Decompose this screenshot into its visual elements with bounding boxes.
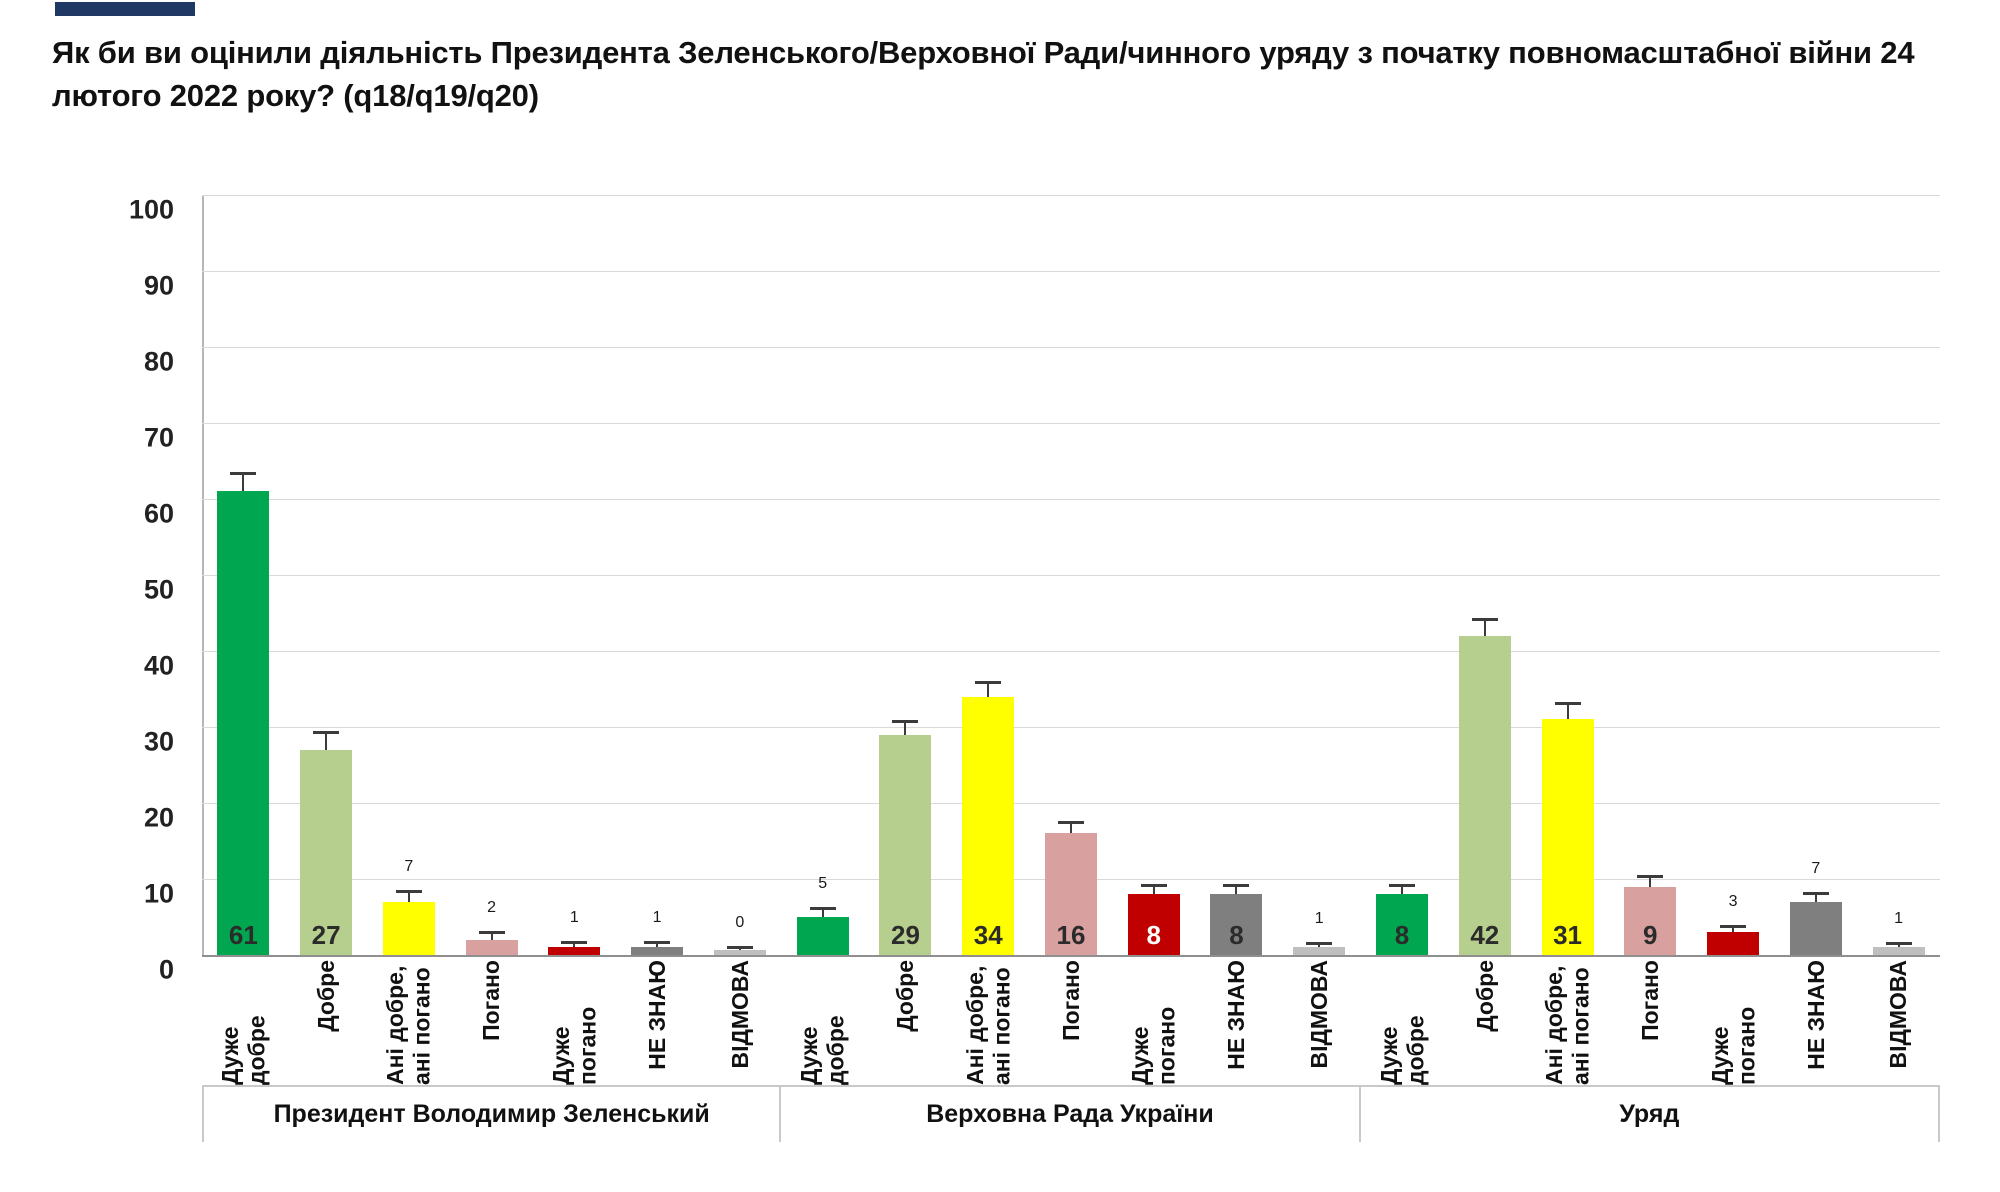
bar-slot	[1774, 195, 1857, 955]
category-tick-text: Дуже добре	[1375, 1015, 1429, 1085]
bar-value-label: 9	[1643, 920, 1658, 950]
bar-value-label: 16	[1056, 920, 1086, 950]
category-tick-text: Погано	[1637, 960, 1664, 1041]
y-axis-tick-label: 90	[143, 270, 174, 301]
y-axis	[52, 194, 192, 985]
category-tick-text: Добре	[892, 960, 919, 1032]
bar-slot	[368, 195, 451, 955]
bar-slot	[781, 195, 864, 955]
bar[interactable]	[300, 750, 352, 955]
bar[interactable]	[217, 491, 269, 955]
category-tick-label	[1195, 960, 1278, 1085]
category-tick-text: ВІДМОВА	[1885, 960, 1912, 1069]
category-tick-label	[1030, 960, 1113, 1085]
bar[interactable]	[383, 902, 435, 955]
y-axis-tick-label: 80	[143, 346, 174, 377]
category-tick-label	[450, 960, 533, 1085]
bar-value-label: 42	[1470, 920, 1500, 950]
bar-slot	[1278, 195, 1361, 955]
y-axis-tick-label: 20	[143, 802, 174, 833]
bar-value-label: 8	[1394, 920, 1410, 950]
category-tick-text: Погано	[478, 960, 505, 1041]
bar-value-label: 3	[1728, 892, 1738, 910]
bar-value-label: 5	[818, 875, 828, 893]
bar-slot	[1526, 195, 1609, 955]
y-axis-tick-label: 100	[128, 194, 174, 225]
category-tick-label	[1278, 960, 1361, 1085]
category-tick-text: Добре	[1471, 960, 1498, 1032]
category-tick-label	[1112, 960, 1195, 1085]
bar[interactable]	[714, 950, 766, 955]
bar-value-label: 0	[735, 914, 745, 932]
bar-slot	[864, 195, 947, 955]
bar-slot	[947, 195, 1030, 955]
category-tick-label	[781, 960, 864, 1085]
y-axis-tick-label: 10	[143, 878, 174, 909]
bar[interactable]	[1459, 636, 1511, 955]
category-tick-text: Дуже погано	[547, 1006, 601, 1085]
category-tick-label	[533, 960, 616, 1085]
bar-slot	[450, 195, 533, 955]
bar-slot	[202, 195, 285, 955]
bar[interactable]	[1376, 894, 1428, 955]
bar-slot	[1609, 195, 1692, 955]
y-axis-tick-label: 30	[143, 726, 174, 757]
bar-value-label: 1	[1894, 910, 1903, 928]
bar-slot	[1692, 195, 1775, 955]
bar-slot	[533, 195, 616, 955]
category-tick-label	[1443, 960, 1526, 1085]
bar[interactable]	[1045, 833, 1097, 955]
category-label-group	[1361, 960, 1940, 1085]
bar-slot	[616, 195, 699, 955]
category-tick-label	[864, 960, 947, 1085]
bar[interactable]	[1624, 887, 1676, 955]
category-tick-label	[699, 960, 782, 1085]
bar-value-label: 34	[973, 920, 1003, 950]
bar-value-label: 1	[1314, 910, 1324, 928]
category-tick-label	[202, 960, 285, 1085]
category-tick-label	[1361, 960, 1444, 1085]
chart-container	[52, 180, 1952, 1140]
category-tick-text: НЕ ЗНАЮ	[643, 960, 670, 1070]
bar[interactable]	[631, 947, 683, 955]
group-axis-label: Верховна Рада України	[781, 1087, 1360, 1142]
bar-value-label: 1	[569, 908, 579, 926]
category-label-group	[202, 960, 781, 1085]
category-tick-label	[1526, 960, 1609, 1085]
category-tick-text: Ані добре, ані погано	[961, 965, 1015, 1085]
bar[interactable]	[1790, 902, 1842, 955]
bar-value-label: 1	[652, 908, 662, 926]
bar-value-label: 7	[404, 857, 414, 875]
bar-slot	[285, 195, 368, 955]
bar-slot	[1030, 195, 1113, 955]
bar[interactable]	[1707, 932, 1759, 955]
bar-value-label: 8	[1229, 920, 1244, 950]
bar[interactable]	[962, 697, 1014, 955]
bar[interactable]	[1128, 894, 1180, 955]
plot-area	[202, 195, 1940, 955]
gridline	[202, 955, 1940, 957]
bar-slot	[1112, 195, 1195, 955]
category-tick-text: НЕ ЗНАЮ	[1802, 960, 1829, 1070]
bar-value-label: 8	[1146, 920, 1161, 950]
category-tick-label	[1774, 960, 1857, 1085]
bar-slot	[1857, 195, 1940, 955]
accent-bar	[55, 2, 195, 16]
category-tick-text: НЕ ЗНАЮ	[1223, 960, 1250, 1070]
category-tick-text: Дуже погано	[1127, 1006, 1180, 1085]
bar-slot	[1443, 195, 1526, 955]
category-label-group	[781, 960, 1360, 1085]
category-tick-label	[1609, 960, 1692, 1085]
bar-group	[1361, 195, 1940, 955]
bars-layer	[202, 195, 1940, 955]
bar[interactable]	[1873, 947, 1925, 955]
category-tick-label	[285, 960, 368, 1085]
category-tick-text: Дуже добре	[796, 1015, 849, 1085]
category-tick-label	[368, 960, 451, 1085]
bar[interactable]	[797, 917, 849, 955]
group-axis	[202, 1085, 1940, 1142]
bar-value-label: 27	[311, 920, 341, 950]
bar-slot	[1195, 195, 1278, 955]
bar-value-label: 61	[228, 920, 258, 950]
category-tick-text: Погано	[1057, 960, 1084, 1041]
bar-value-label: 29	[890, 920, 920, 950]
bar-slot	[699, 195, 782, 955]
group-axis-label: Уряд	[1361, 1087, 1940, 1142]
bar-group	[202, 195, 781, 955]
bar-group	[781, 195, 1360, 955]
y-axis-tick-label: 50	[143, 574, 174, 605]
bar[interactable]	[1542, 719, 1594, 955]
bar-value-label: 31	[1553, 920, 1582, 950]
bar-slot	[1361, 195, 1444, 955]
category-tick-text: Дуже добре	[216, 1015, 270, 1085]
bar-value-label: 7	[1811, 859, 1821, 877]
bar[interactable]	[466, 940, 518, 955]
category-tick-label	[616, 960, 699, 1085]
bar[interactable]	[879, 735, 931, 955]
y-axis-tick-label: 70	[143, 422, 174, 453]
category-tick-label	[1857, 960, 1940, 1085]
category-tick-text: ВІДМОВА	[1305, 960, 1332, 1069]
group-axis-label: Президент Володимир Зеленський	[202, 1087, 781, 1142]
y-axis-tick-label: 40	[143, 650, 174, 681]
category-tick-text: Ані добре, ані погано	[1541, 965, 1594, 1085]
bar[interactable]	[1293, 947, 1345, 955]
category-tick-label	[947, 960, 1030, 1085]
category-tick-text: ВІДМОВА	[726, 960, 753, 1069]
page-title: Як би ви оцінили діяльність Президента Зеленського/Верховної Ради/чинного уряду з початку повномасштабної війни 24 лютого 2022 року? (q18/q19/q20)	[52, 35, 1915, 113]
category-axis	[202, 960, 1940, 1085]
bar[interactable]	[548, 947, 600, 955]
category-tick-label	[1692, 960, 1775, 1085]
y-axis-tick-label: 60	[143, 498, 174, 529]
category-tick-text: Дуже погано	[1706, 1006, 1760, 1085]
category-tick-text: Ані добре, ані погано	[382, 965, 435, 1085]
bar[interactable]	[1210, 894, 1262, 955]
category-tick-text: Добре	[312, 960, 339, 1032]
bar-value-label: 2	[487, 899, 497, 917]
y-axis-tick-label: 0	[158, 954, 174, 985]
